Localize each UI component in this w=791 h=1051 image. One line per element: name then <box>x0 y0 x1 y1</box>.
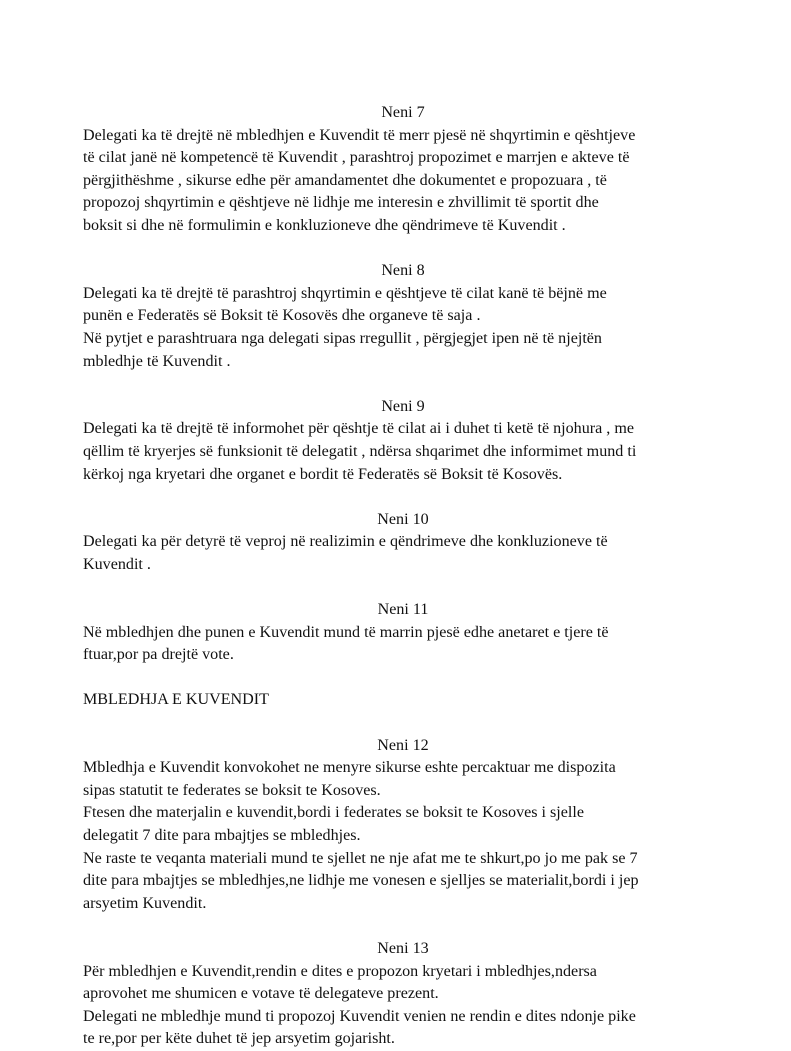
article-neni-7 <box>83 102 723 238</box>
article-heading: Neni 9 <box>381 397 425 415</box>
article-neni-12 <box>83 735 723 916</box>
article-neni-11 <box>83 599 723 667</box>
article-heading: Neni 13 <box>377 939 429 957</box>
article-paragraph: Në pytjet e parashtruara nga delegati sipas rregullit , përgjegjet ipen në të njejtën mbledhje të Kuvendit . <box>83 329 602 370</box>
article-paragraph: Delegati ka të drejtë në mbledhjen e Kuvendit të merr pjesë në shqyrtimin e qështjeve të cilat janë në kompetencë të Kuvendit , parashtroj propozimet e marrjen e akteve të përgjithëshme , sikurse edhe për amandamentet dhe dokumentet e propozuara , të propozoj shqyrtimin e qështjeve në lidhje me interesin e zhvillimit të sportit dhe boksit si dhe në formulimin e konkluzioneve dhe qëndrimeve të Kuvendit . <box>83 126 636 234</box>
article-paragraph: Delegati ne mbledhje mund ti propozoj Kuvendit venien ne rendin e dites ndonje pike te re,por per këte duhet të jep arsyetim gojarisht. <box>83 1007 636 1048</box>
article-paragraph: Delegati ka të drejtë të parashtroj shqyrtimin e qështjeve të cilat kanë të bëjnë me punën e Federatës së Boksit të Kosovës dhe organeve të saja . <box>83 284 607 325</box>
article-neni-10 <box>83 509 723 577</box>
article-paragraph: Mbledhja e Kuvendit konvokohet ne menyre sikurse eshte percaktuar me dispozita sipas statutit te federates se boksit te Kosoves. <box>83 759 616 799</box>
article-heading: Neni 8 <box>381 262 425 280</box>
article-paragraph: Ftesen dhe materjalin e kuvendit,bordi i federates se boksit te Kosoves i sjelle delegatit 7 dite para mbajtjes se mbledhjes. <box>83 804 585 844</box>
article-paragraph: Delegati ka të drejtë të informohet për qështje të cilat ai i duhet ti ketë të njohura , me qëllim të kryerjes së funksionit të delegatit , ndërsa shqarimet dhe informimet mund ti kërkoj nga kryetari dhe organet e bordit të Federatës së Boksit të Kosovës. <box>83 420 637 483</box>
article-heading: Neni 12 <box>377 736 429 754</box>
article-heading: Neni 7 <box>381 104 425 121</box>
article-neni-8 <box>83 260 723 373</box>
article-neni-13 <box>83 938 723 1051</box>
section-title: MBLEDHJA E KUVENDIT <box>83 691 269 709</box>
article-heading: Neni 11 <box>377 601 429 619</box>
article-heading: Neni 10 <box>377 510 429 528</box>
article-paragraph: Në mbledhjen dhe punen e Kuvendit mund të marrin pjesë edhe anetaret e tjere të ftuar,por pa drejtë vote. <box>83 623 609 664</box>
article-paragraph: Për mbledhjen e Kuvendit,rendin e dites e propozon kryetari i mbledhjes,ndersa aprovohet me shumicen e votave të delegateve prezent. <box>83 962 597 1003</box>
article-paragraph: Delegati ka për detyrë të veproj në realizimin e qëndrimeve dhe konkluzioneve të Kuvendit . <box>83 533 608 573</box>
document-page <box>83 102 723 1051</box>
article-neni-9 <box>83 396 723 486</box>
article-paragraph: Ne raste te veqanta materiali mund te sjellet ne nje afat me te shkurt,po jo me pak se 7 dite para mbajtjes se mbledhjes,ne lidhje me vonesen e sjelljes se materialit,bordi i jep arsyetim Kuvendit. <box>83 849 639 912</box>
